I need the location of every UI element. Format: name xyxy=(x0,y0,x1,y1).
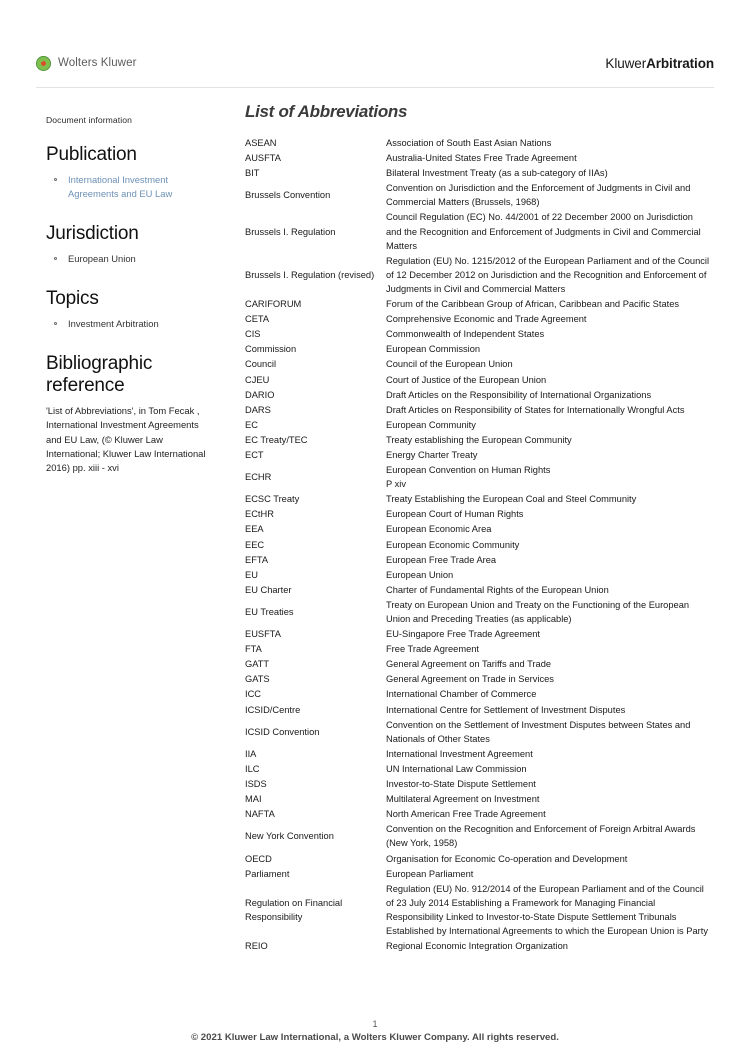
table-row xyxy=(245,388,710,403)
abbreviation-term: ECT xyxy=(245,449,264,460)
abbreviation-definition xyxy=(386,568,710,583)
abbreviation-term: AUSFTA xyxy=(245,153,281,164)
abbreviation-definition-text: EU-Singapore Free Trade Agreement xyxy=(386,629,540,640)
abbreviation-term: CETA xyxy=(245,314,270,325)
abbreviation-term: ECtHR xyxy=(245,509,274,520)
abbreviation-definition xyxy=(386,657,710,672)
abbreviation-term: DARIO xyxy=(245,389,275,400)
page-break-marker: P xiv xyxy=(386,479,406,490)
main-content xyxy=(245,102,710,954)
sidebar-list-topics xyxy=(46,317,206,331)
abbreviation-definition-text: Charter of Fundamental Rights of the European Union xyxy=(386,584,609,595)
abbreviation-definition xyxy=(386,792,710,807)
table-row xyxy=(245,522,710,537)
table-row xyxy=(245,151,710,166)
abbreviation-definition-text: Convention on Jurisdiction and the Enforcement of Judgments in Civil and Commercial Matters (Brussels, 1968) xyxy=(386,183,691,208)
abbreviation-definition-text: Free Trade Agreement xyxy=(386,644,480,655)
abbreviation-definition xyxy=(386,151,710,166)
abbreviation-definition-text: Treaty establishing the European Community xyxy=(386,434,572,445)
abbreviation-definition xyxy=(386,583,710,598)
abbreviation-definition xyxy=(386,939,710,954)
abbreviation-definition-text: Council Regulation (EC) No. 44/2001 of 22 December 2000 on Jurisdiction and the Recognition and Enforcement of Judgments in Civil and Commercial Matters xyxy=(386,212,701,251)
abbreviation-definition-text: Investor-to-State Dispute Settlement xyxy=(386,779,536,790)
abbreviation-term: Commission xyxy=(245,344,297,355)
abbreviation-definition xyxy=(386,297,710,312)
table-row xyxy=(245,747,710,762)
abbreviation-definition xyxy=(386,136,710,151)
table-row xyxy=(245,792,710,807)
sidebar-item-jurisdiction[interactable] xyxy=(46,252,206,266)
abbreviation-definition-text: European Commission xyxy=(386,344,481,355)
abbreviation-definition-text: European Convention on Human Rights xyxy=(386,465,551,476)
table-row xyxy=(245,463,710,492)
abbreviation-definition xyxy=(386,373,710,388)
abbreviations-table xyxy=(245,136,710,954)
abbreviation-term: BIT xyxy=(245,168,260,179)
table-row xyxy=(245,507,710,522)
abbreviation-term: OECD xyxy=(245,853,272,864)
abbreviation-term: NAFTA xyxy=(245,809,275,820)
header-divider xyxy=(36,87,714,88)
footer-page-number: 1 xyxy=(372,1019,378,1029)
table-row xyxy=(245,181,710,210)
abbreviation-definition-text: European Economic Community xyxy=(386,539,520,550)
abbreviation-term: CIS xyxy=(245,329,261,340)
abbreviation-definition-text: European Court of Human Rights xyxy=(386,509,524,520)
abbreviation-definition xyxy=(386,342,710,357)
sidebar-list-publication xyxy=(46,173,206,201)
footer-copyright: © 2021 Kluwer Law International, a Wolters Kluwer Company. All rights reserved. xyxy=(191,1032,559,1043)
abbreviation-definition-text: International Investment Agreement xyxy=(386,748,533,759)
abbreviation-definition-text: Bilateral Investment Treaty (as a sub-category of IIAs) xyxy=(386,168,608,179)
table-row xyxy=(245,166,710,181)
wolters-kluwer-globe-icon xyxy=(36,56,51,71)
abbreviation-definition xyxy=(386,687,710,702)
abbreviation-term: ICSID Convention xyxy=(245,726,320,737)
abbreviation-term: GATT xyxy=(245,659,270,670)
abbreviation-definition-text: Draft Articles on the Responsibility of International Organizations xyxy=(386,389,652,400)
abbreviation-definition-text: Association of South East Asian Nations xyxy=(386,138,552,148)
abbreviation-definition xyxy=(386,254,710,297)
abbreviation-definition xyxy=(386,882,710,939)
table-row xyxy=(245,492,710,507)
table-row xyxy=(245,718,710,747)
abbreviation-definition xyxy=(386,642,710,657)
abbreviation-term: EU Charter xyxy=(245,584,292,595)
abbreviation-term: IIA xyxy=(245,748,257,759)
table-row xyxy=(245,312,710,327)
abbreviation-term: ISDS xyxy=(245,779,267,790)
abbreviation-term: DARS xyxy=(245,404,271,415)
abbreviation-term: Brussels Convention xyxy=(245,190,331,201)
abbreviation-definition xyxy=(386,312,710,327)
abbreviation-definition xyxy=(386,747,710,762)
document-information-sidebar xyxy=(46,115,206,476)
abbreviation-term: EU Treaties xyxy=(245,606,294,617)
abbreviation-definition-text: Australia-United States Free Trade Agreement xyxy=(386,153,577,164)
table-row xyxy=(245,418,710,433)
table-row xyxy=(245,882,710,939)
abbreviation-definition xyxy=(386,807,710,822)
abbreviation-definition-text: General Agreement on Trade in Services xyxy=(386,674,554,685)
abbreviation-definition xyxy=(386,867,710,882)
abbreviation-definition xyxy=(386,388,710,403)
abbreviation-term: Brussels I. Regulation xyxy=(245,226,336,237)
abbreviation-definition-text: European Community xyxy=(386,419,476,430)
sidebar-item-topics[interactable] xyxy=(46,317,206,331)
abbreviation-definition xyxy=(386,181,710,210)
abbreviation-definition-text: European Economic Area xyxy=(386,524,492,535)
abbreviation-definition-text: Energy Charter Treaty xyxy=(386,449,478,460)
abbreviation-definition xyxy=(386,718,710,747)
abbreviation-definition-text: European Free Trade Area xyxy=(386,554,497,565)
wolters-kluwer-brand[interactable] xyxy=(36,56,137,71)
abbreviation-definition xyxy=(386,522,710,537)
table-row xyxy=(245,373,710,388)
table-row xyxy=(245,687,710,702)
table-row xyxy=(245,538,710,553)
abbreviation-definition xyxy=(386,553,710,568)
table-row xyxy=(245,568,710,583)
abbreviation-definition xyxy=(386,538,710,553)
sidebar-heading-jurisdiction: Jurisdiction xyxy=(46,223,139,245)
abbreviation-definition-text: Council of the European Union xyxy=(386,359,513,370)
abbreviation-term: FTA xyxy=(245,644,262,655)
abbreviation-definition xyxy=(386,327,710,342)
sidebar-item-publication-link[interactable]: International Investment Agreements and EU Law xyxy=(68,173,173,200)
abbreviation-definition xyxy=(386,418,710,433)
abbreviation-term: Brussels I. Regulation (revised) xyxy=(245,269,375,280)
document-information-label: Document information xyxy=(46,115,133,125)
wolters-kluwer-label: Wolters Kluwer xyxy=(58,57,137,69)
abbreviation-definition xyxy=(386,672,710,687)
abbreviation-term: CJEU xyxy=(245,374,270,385)
abbreviation-term: ILC xyxy=(245,763,260,774)
table-row xyxy=(245,822,710,851)
sidebar-heading-publication: Publication xyxy=(46,144,137,165)
sidebar-item-topics-label: Investment Arbitration xyxy=(68,318,159,330)
abbreviation-definition-text: Convention on the Recognition and Enforcement of Foreign Arbitral Awards (New York, 1958) xyxy=(386,824,696,849)
abbreviation-definition xyxy=(386,852,710,867)
table-row xyxy=(245,939,710,954)
abbreviation-term: EC Treaty/TEC xyxy=(245,434,308,445)
abbreviation-definition-text: European Parliament xyxy=(386,868,474,879)
abbreviation-term: EFTA xyxy=(245,554,269,565)
abbreviation-term: New York Convention xyxy=(245,831,334,842)
bibliographic-reference-text: 'List of Abbreviations', in Tom Fecak , International Investment Agreements and EU Law, (© Kluwer Law International; Kluwer Law International 2016) pp. xiii - xvi xyxy=(46,405,206,474)
abbreviation-definition-text: Comprehensive Economic and Trade Agreement xyxy=(386,314,587,325)
abbreviation-definition-text: Treaty Establishing the European Coal and Steel Community xyxy=(386,494,637,505)
abbreviation-definition xyxy=(386,598,710,627)
abbreviation-definition-text: European Union xyxy=(386,569,454,580)
abbreviation-definition xyxy=(386,357,710,372)
abbreviation-definition xyxy=(386,433,710,448)
abbreviation-term: MAI xyxy=(245,794,262,805)
abbreviation-term: REIO xyxy=(245,941,268,952)
abbreviation-definition xyxy=(386,627,710,642)
table-row xyxy=(245,136,710,151)
table-row xyxy=(245,254,710,297)
brand-arbitration-text: Arbitration xyxy=(646,55,714,71)
abbreviation-definition-text: Regulation (EU) No. 912/2014 of the European Parliament and of the Council of 23 July 2014 Establishing a Framework for Managing Financial Responsibility Linked to Investor-to-State Dispute Settlement Tribunals Established by International Agreements to which the European Union is Party xyxy=(386,883,708,936)
abbreviation-term: ECSC Treaty xyxy=(245,494,300,505)
abbreviation-term: GATS xyxy=(245,674,270,685)
abbreviation-term: ICSID/Centre xyxy=(245,704,301,715)
table-row xyxy=(245,867,710,882)
page-header xyxy=(0,0,750,88)
abbreviation-term: ECHR xyxy=(245,472,272,483)
abbreviation-definition-text: North American Free Trade Agreement xyxy=(386,809,546,820)
abbreviation-term: EC xyxy=(245,419,258,430)
table-row xyxy=(245,357,710,372)
table-row xyxy=(245,703,710,718)
abbreviation-definition xyxy=(386,463,710,492)
abbreviation-definition-text: Regulation (EU) No. 1215/2012 of the European Parliament and of the Council of 12 December 2012 on Jurisdiction and the Recognition and Enforcement of Judgments in Civil and Commercial Matters xyxy=(386,255,710,294)
table-row xyxy=(245,642,710,657)
sidebar-item-publication[interactable] xyxy=(46,173,206,201)
table-row xyxy=(245,210,710,253)
abbreviation-definition-text: Convention on the Settlement of Investment Disputes between States and Nationals of Other States xyxy=(386,719,691,744)
abbreviation-definition-text: Forum of the Caribbean Group of African, Caribbean and Pacific States xyxy=(386,299,680,310)
abbreviation-definition xyxy=(386,492,710,507)
table-row xyxy=(245,433,710,448)
brand-kluwer-text: Kluwer xyxy=(605,55,647,71)
abbreviation-definition xyxy=(386,448,710,463)
sidebar-list-jurisdiction xyxy=(46,252,206,266)
table-row xyxy=(245,672,710,687)
table-row xyxy=(245,777,710,792)
table-row xyxy=(245,403,710,418)
abbreviation-term: Regulation on Financial Responsibility xyxy=(245,897,343,922)
table-row xyxy=(245,852,710,867)
table-row xyxy=(245,657,710,672)
abbreviations-table-body xyxy=(245,136,710,954)
kluwer-arbitration-brand[interactable] xyxy=(605,56,714,71)
abbreviation-term: ASEAN xyxy=(245,138,277,148)
table-row xyxy=(245,297,710,312)
abbreviation-definition-text: Treaty on European Union and Treaty on the Functioning of the European Union and Preceding Treaties (as applicable) xyxy=(386,599,690,624)
abbreviation-term: Council xyxy=(245,359,277,370)
table-row xyxy=(245,448,710,463)
abbreviation-definition-text: Multilateral Agreement on Investment xyxy=(386,794,540,805)
abbreviation-definition-text: Organisation for Economic Co-operation and Development xyxy=(386,853,628,864)
sidebar-item-jurisdiction-label: European Union xyxy=(68,253,136,265)
abbreviation-term: EU xyxy=(245,569,258,580)
table-row xyxy=(245,327,710,342)
abbreviation-definition xyxy=(386,166,710,181)
abbreviation-definition-text: International Chamber of Commerce xyxy=(386,689,537,700)
abbreviation-definition xyxy=(386,403,710,418)
page-title: List of Abbreviations xyxy=(245,102,408,121)
abbreviation-definition-text: UN International Law Commission xyxy=(386,763,527,774)
table-row xyxy=(245,627,710,642)
abbreviation-definition xyxy=(386,210,710,253)
abbreviation-definition-text: Regional Economic Integration Organization xyxy=(386,941,568,952)
table-row xyxy=(245,553,710,568)
table-row xyxy=(245,598,710,627)
abbreviation-term: EEA xyxy=(245,524,264,535)
table-row xyxy=(245,583,710,598)
page-footer xyxy=(0,1019,750,1043)
abbreviation-definition xyxy=(386,822,710,851)
abbreviation-term: Parliament xyxy=(245,868,290,879)
table-row xyxy=(245,762,710,777)
abbreviation-definition-text: International Centre for Settlement of Investment Disputes xyxy=(386,704,626,715)
abbreviation-definition xyxy=(386,507,710,522)
table-row xyxy=(245,342,710,357)
abbreviation-definition-text: Commonwealth of Independent States xyxy=(386,329,545,340)
sidebar-heading-bibliographic-reference: Bibliographic reference xyxy=(46,353,153,397)
abbreviation-definition xyxy=(386,703,710,718)
sidebar-heading-topics: Topics xyxy=(46,288,99,310)
abbreviation-term: EUSFTA xyxy=(245,629,281,640)
abbreviation-term: ICC xyxy=(245,689,262,700)
abbreviation-definition xyxy=(386,762,710,777)
abbreviation-term: CARIFORUM xyxy=(245,299,302,310)
table-row xyxy=(245,807,710,822)
abbreviation-definition-text: Court of Justice of the European Union xyxy=(386,374,547,385)
abbreviation-definition-text: Draft Articles on Responsibility of States for Internationally Wrongful Acts xyxy=(386,404,685,415)
abbreviation-definition xyxy=(386,777,710,792)
abbreviation-definition-text: General Agreement on Tariffs and Trade xyxy=(386,659,552,670)
abbreviation-term: EEC xyxy=(245,539,265,550)
